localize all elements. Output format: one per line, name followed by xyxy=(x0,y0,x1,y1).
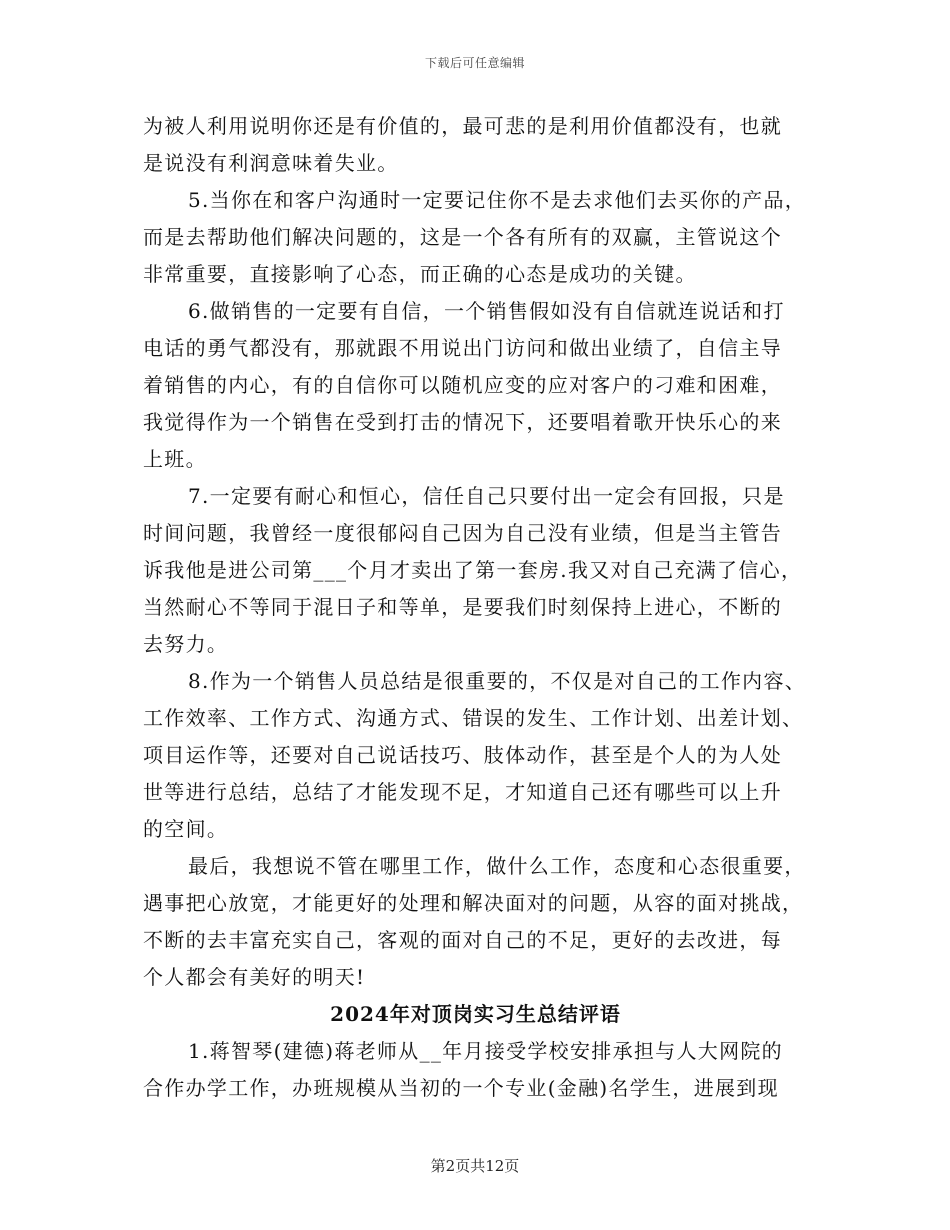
text-line: 诉我他是进公司第___个月才卖出了第一套房.我又对自己充满了信心， xyxy=(143,558,803,582)
text-line: 当然耐心不等同于混日子和等单，是要我们时刻保持上进心，不断的 xyxy=(143,595,782,619)
text-line: 工作效率、工作方式、沟通方式、错误的发生、工作计划、出差计划、 xyxy=(143,706,804,730)
text-line: 非常重要，直接影响了心态，而正确的心态是成功的关键。 xyxy=(143,262,697,286)
document-body xyxy=(143,108,808,1107)
text-line: 6.做销售的一定要有自信，一个销售假如没有自信就连说话和打 xyxy=(188,299,785,323)
text-line: 时间问题，我曾经一度很郁闷自己因为自己没有业绩，但是当主管告 xyxy=(143,521,782,545)
text-line: 遇事把心放宽，才能更好的处理和解决面对的问题，从容的面对挑战， xyxy=(143,891,804,915)
page-footer: 第2页共12页 xyxy=(430,1157,520,1175)
text-line: 而是去帮助他们解决问题的，这是一个各有所有的双赢，主管说这个 xyxy=(143,225,782,249)
text-line: 合作办学工作，办班规模从当初的一个专业(金融)名学生，进展到现 xyxy=(143,1076,779,1100)
text-line: 电话的勇气都没有，那就跟不用说出门访问和做出业绩了，自信主导 xyxy=(143,336,782,360)
text-line: 上班。 xyxy=(143,447,207,471)
text-line: 项目运作等，还要对自己说话技巧、肢体动作，甚至是个人的为人处 xyxy=(143,743,782,767)
section-title: 2024年对顶岗实习生总结评语 xyxy=(330,1002,621,1026)
paragraph-block-tail xyxy=(143,1033,808,1107)
text-line: 世等进行总结，总结了才能发现不足，才知道自己还有哪些可以上升 xyxy=(143,780,782,804)
text-line: 1.蒋智琴(建德)蒋老师从__年月接受学校安排承担与人大网院的 xyxy=(188,1039,783,1063)
text-line: 我觉得作为一个销售在受到打击的情况下，还要唱着歌开快乐心的来 xyxy=(143,410,782,434)
text-line: 是说没有利润意味着失业。 xyxy=(143,151,399,175)
text-line: 8.作为一个销售人员总结是很重要的，不仅是对自己的工作内容、 xyxy=(188,669,807,693)
text-line: 个人都会有美好的明天! xyxy=(143,965,366,989)
text-line: 为被人利用说明你还是有价值的，最可悲的是利用价值都没有，也就 xyxy=(143,114,782,138)
page-header: 下载后可任意编辑 xyxy=(424,56,525,70)
text-line: 着销售的内心，有的自信你可以随机应变的应对客户的刁难和困难， xyxy=(143,373,782,397)
text-line: 5.当你在和客户沟通时一定要记住你不是去求他们去买你的产品， xyxy=(188,188,807,212)
text-line: 7.一定要有耐心和恒心，信任自己只要付出一定会有回报，只是 xyxy=(188,484,785,508)
text-line: 去努力。 xyxy=(143,632,229,656)
text-line: 不断的去丰富充实自己，客观的面对自己的不足，更好的去改进，每 xyxy=(143,928,782,952)
paragraph-block xyxy=(143,108,808,996)
text-line: 的空间。 xyxy=(143,817,229,841)
text-line: 最后，我想说不管在哪里工作，做什么工作，态度和心态很重要， xyxy=(188,854,806,878)
